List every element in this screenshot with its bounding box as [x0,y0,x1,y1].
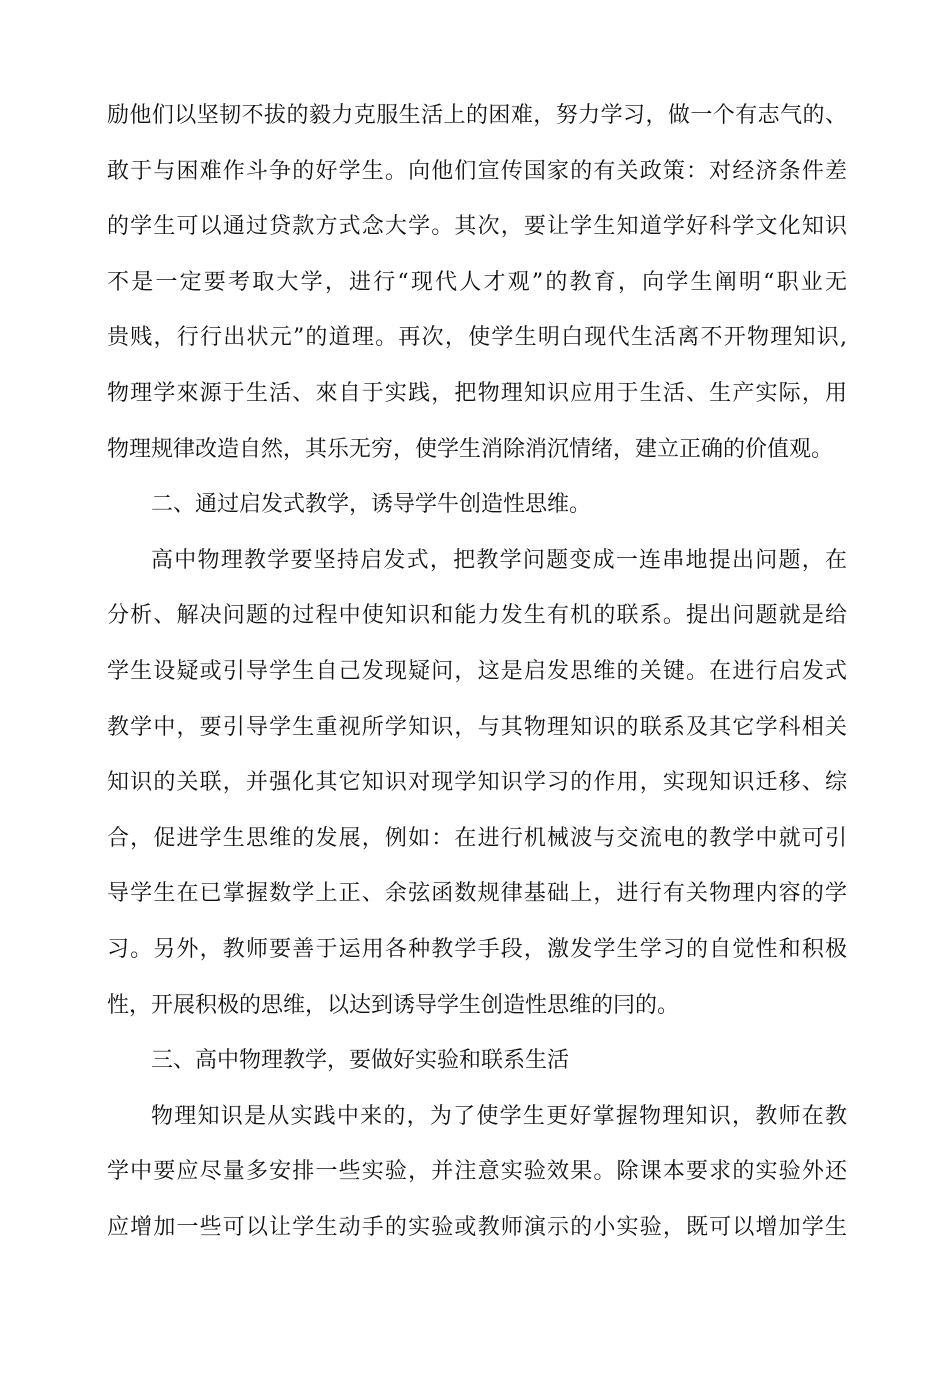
paragraph-2-line: 学生设疑或引导学生自己发现疑问，这是启发思维的关键。在进行启发式 [107,658,847,684]
section-heading-3: 三、高中物理教学，要做好实验和联系生活 [151,1048,570,1074]
paragraph-3-line: 物理知识是从实践中来的，为了使学生更好掌握物理知识，教师在教 [151,1103,847,1129]
paragraph-1-line: 励他们以坚韧不拔的毅力克服生活上的困难，努力学习，做一个有志气的、 [107,103,847,128]
section-heading-2: 二、通过启发式教学，诱导学牛创造性思维。 [151,492,592,518]
paragraph-2-line: 习。另外，教师要善于运用各种教学手段，激发学生学习的自觉性和积极 [107,936,847,962]
paragraph-1-line: 物理学來源于生活、來自于实践，把物理知识应用于生活、生产实际，用 [107,380,847,406]
paragraph-1-line: 敢于与困难作斗争的好学生。向他们宣传国家的有关政策：对经济条件差 [107,158,847,184]
paragraph-1-line: 的学生可以通过贷款方式念大学。其次，要让学生知道学好科学文化知识 [107,214,847,240]
paragraph-2-line: 导学生在已掌握数学上正、余弦函数规律基础上，进行有关物理内容的学 [107,881,847,907]
paragraph-2-line: 教学中，要引导学生重视所学知识，与其物理知识的联系及其它学科相关 [107,714,847,740]
paragraph-2-line: 性，开展积极的思维，以达到诱导学生创造性思维的冃的。 [107,992,680,1018]
paragraph-1-line: 贵贱，行行出状元”的道理。再次，使学生明白现代生活离不开物理知识, [107,325,847,351]
paragraph-2-line: 分析、解决问题的过程中使知识和能力发生有机的联系。提出问题就是给 [107,603,847,629]
paragraph-1-line: 物理规律改造自然，其乐无穷，使学生消除消沉情绪，建立正确的价值观。 [107,436,834,462]
paragraph-2-line: 知识的关联，并强化其它知识对现学知识学习的作用，实现知识迁移、综 [107,770,847,796]
document-body [107,96,847,1263]
paragraph-3-line: 学中要应尽量多安排一些实验，并注意实验效果。除课本要求的实验外还 [107,1159,847,1185]
paragraph-2-line: 高中物理教学要坚持启发式，把教学问题变成一连串地提出问题，在 [151,547,847,573]
paragraph-1-line: 不是一定要考取大学，进行“现代人才观”的教育，向学生阐明“职业无 [107,269,847,295]
paragraph-3-line: 应增加一些可以让学生动手的实验或教师演示的小实验，既可以增加学生 [107,1214,847,1240]
paragraph-2-line: 合，促进学生思维的发展，例如：在进行机械波与交流电的教学中就可引 [107,825,847,851]
